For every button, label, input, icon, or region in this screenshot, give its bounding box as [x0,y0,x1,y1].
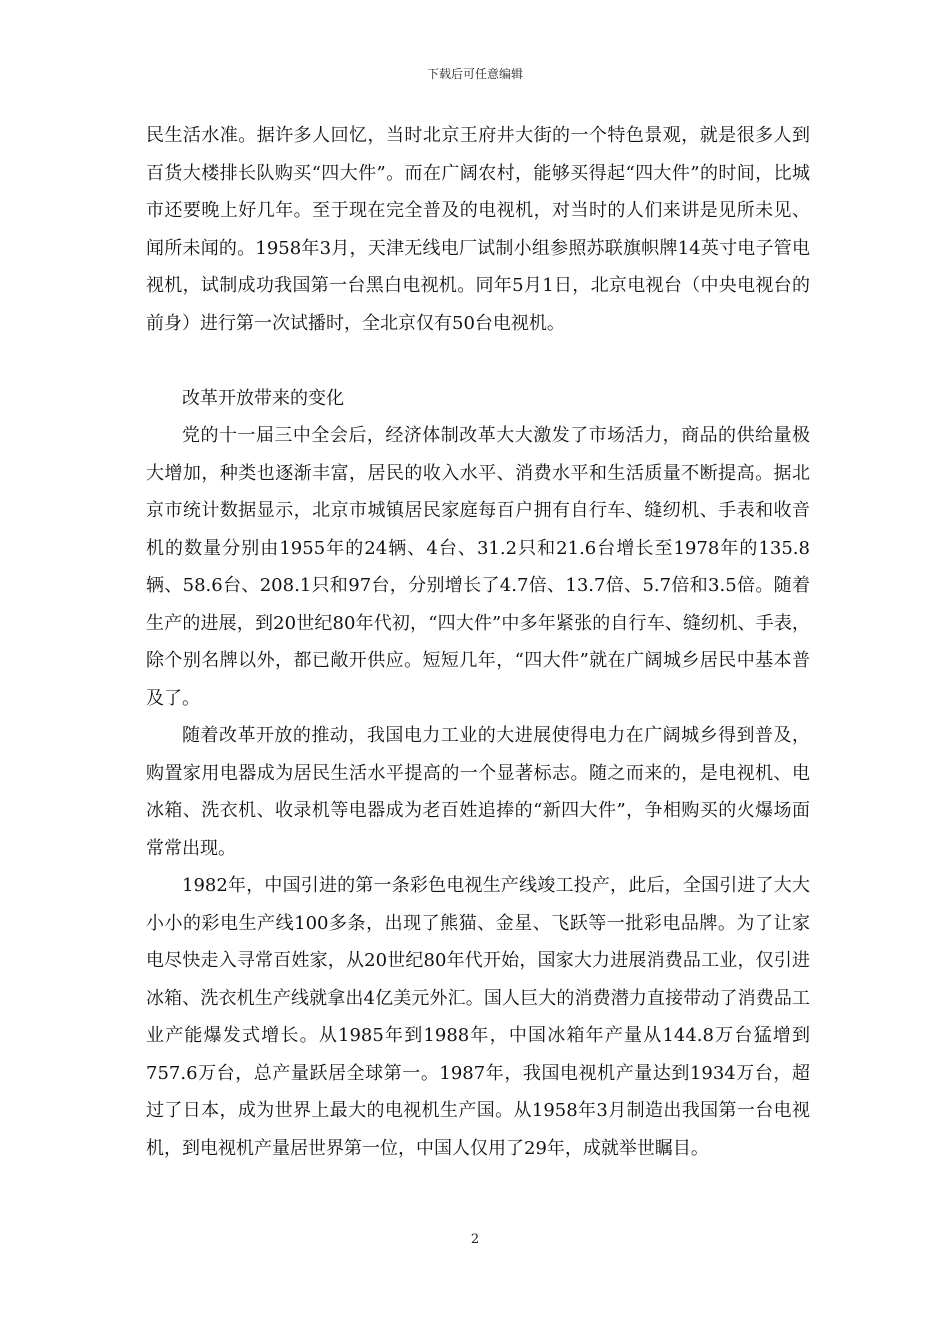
paragraph-4: 1982年，中国引进的第一条彩色电视生产线竣工投产，此后，全国引进了大大小小的彩电生产线100多条，出现了熊猫、金星、飞跃等一批彩电品牌。为了让家电尽快走入寻常百姓家，从20世纪80年代开始，国家大力进展消费品工业，仅引进冰箱、洗衣机生产线就拿出4亿美元外汇。国人巨大的消费潜力直接带动了消费品工业产能爆发式增长。从1985年到1988年，中国冰箱年产量从144.8万台猛增到757.6万台，总产量跃居全球第一。1987年，我国电视机产量达到1934万台，超过了日本，成为世界上最大的电视机生产国。从1958年3月制造出我国第一台电视机，到电视机产量居世界第一位，中国人仅用了29年，成就举世瞩目。 [146,875,810,1159]
section-heading: 改革开放带来的变化 [182,387,344,409]
page-header: 下载后可任意编辑 [426,67,523,81]
page-number: 2 [470,1232,480,1247]
paragraph-2: 党的十一届三中全会后，经济体制改革大大激发了市场活力，商品的供给量极大增加，种类也逐渐丰富，居民的收入水平、消费水平和生活质量不断提高。据北京市统计数据显示，北京市城镇居民家庭每百户拥有自行车、缝纫机、手表和收音机的数量分别由1955年的24辆、4台、31.2只和21.6台增长至1978年的135.8辆、58.6台、208.1只和97台，分别增长了4.7倍、13.7倍、5.7倍和3.5倍。随着生产的进展，到20世纪80年代初，“四大件”中多年紧张的自行车、缝纫机、手表，除个别名牌以外，都已敞开供应。短短几年，“四大件”就在广阔城乡居民中基本普及了。 [146,425,810,709]
paragraph-1: 民生活水准。据许多人回忆，当时北京王府井大街的一个特色景观，就是很多人到百货大楼排长队购买“四大件”。而在广阔农村，能够买得起“四大件”的时间，比城市还要晚上好几年。至于现在完全普及的电视机，对当时的人们来讲是见所未见、闻所未闻的。1958年3月，天津无线电厂试制小组参照苏联旗帜牌14英寸电子管电视机，试制成功我国第一台黑白电视机。同年5月1日，北京电视台（中央电视台的前身）进行第一次试播时，全北京仅有50台电视机。 [146,125,810,334]
paragraph-spacer [146,342,810,380]
document-body [146,117,810,1167]
paragraph-3: 随着改革开放的推动，我国电力工业的大进展使得电力在广阔城乡得到普及，购置家用电器成为居民生活水平提高的一个显著标志。随之而来的，是电视机、电冰箱、洗衣机、收录机等电器成为老百姓追捧的“新四大件”，争相购买的火爆场面常常出现。 [146,725,810,859]
